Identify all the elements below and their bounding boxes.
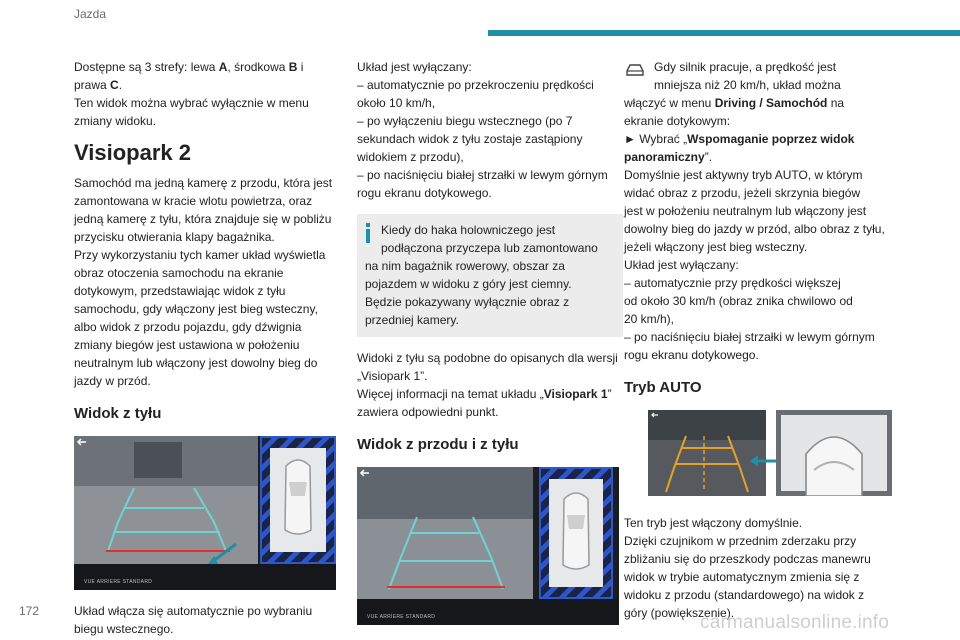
bold-term: Visiopark 1: [543, 387, 608, 401]
text-run: ekranie dotykowym:: [624, 114, 731, 128]
text-line: obraz otoczenia samochodu na ekranie: [74, 266, 284, 280]
body-paragraph: [74, 174, 340, 390]
text-line: [624, 130, 890, 148]
text-line: – automatycznie po przekroczeniu prędkości: [357, 78, 594, 92]
text-line: dotykowym, przedstawiając widok z tyłu: [74, 284, 286, 298]
text-run: 20 km/h),: [624, 312, 675, 326]
text-run: ”: [607, 387, 612, 401]
bold-term: Wspomaganie poprzez widok: [687, 132, 855, 146]
text-run: „Visiopark 1”.: [357, 369, 428, 383]
text-line: [624, 58, 890, 76]
text-line: [624, 310, 890, 328]
text-line: zamontowana w kracie wlotu powietrza, oraz: [74, 194, 313, 208]
text-run: widać obraz z przodu, jeżeli skrzynia biegów: [624, 186, 861, 200]
text-run: na: [827, 96, 845, 110]
text-line: [624, 112, 890, 130]
text-line: pojazdem w widoku z góry jest ciemny.: [365, 277, 572, 291]
front-rear-figure: [357, 467, 619, 625]
text-line: [624, 202, 890, 220]
text-run: dowolny bieg do jazdy w przód, albo obraz z tyłu,: [624, 222, 885, 236]
text-line: Układ jest wyłączany:: [357, 60, 472, 74]
text-run: od około 30 km/h (obraz znika chwilowo od: [624, 294, 853, 308]
top-view-panel: [260, 436, 336, 564]
text-line: [357, 367, 623, 385]
bold-term: Driving / Samochód: [714, 96, 828, 110]
auto-mode-figure: [624, 410, 890, 502]
text-line: podłączona przyczepa lub zamontowano: [381, 241, 598, 255]
text-line: [624, 148, 890, 166]
text-run: , środkowa: [227, 60, 289, 74]
text-line: Układ włącza się automatycznie po wybraniu: [74, 604, 313, 618]
top-view-panel: [539, 467, 613, 599]
text-run: zmiany widoku.: [74, 114, 157, 128]
bold-term: C: [110, 78, 119, 92]
text-line: [74, 112, 340, 130]
text-line: około 10 km/h,: [357, 96, 436, 110]
text-line: [624, 238, 890, 256]
text-run: i: [297, 60, 304, 74]
text-run: Dostępne są 3 strefy: lewa: [74, 60, 219, 74]
text-line: zbliżaniu się do przeszkody podczas manewru: [624, 552, 871, 566]
figure-caption: [74, 602, 340, 638]
text-line: [357, 349, 623, 367]
text-line: Przy wykorzystaniu tych kamer układ wyświetla: [74, 248, 326, 262]
text-run: mniejsza niż 20 km/h, układ można: [654, 78, 841, 92]
text-run: ”.: [704, 150, 713, 164]
car-icon: [624, 62, 646, 78]
text-line: Samochód ma jedną kamerę z przodu, która jest: [74, 176, 333, 190]
text-line: rogu ekranu dotykowego.: [357, 186, 492, 200]
front-camera-view: [648, 410, 766, 496]
text-run: zawiera odpowiedni punkt.: [357, 405, 499, 419]
bold-term: A: [218, 60, 228, 74]
text-run: Widoki z tyłu są podobne do opisanych dla wersji: [357, 351, 618, 365]
text-line: Dzięki czujnikom w przednim zderzaku przy: [624, 534, 857, 548]
text-line: jazdy w przód.: [74, 374, 151, 388]
text-run: włączyć w menu: [624, 96, 715, 110]
intro-paragraph: [74, 58, 340, 130]
running-header: Jazda: [74, 7, 107, 21]
text-line: – po wyłączeniu biegu wstecznego (po 7: [357, 114, 573, 128]
text-line: góry (powiększenie).: [624, 606, 735, 620]
text-line: – po naciśnięciu białej strzałki w lewym górnym: [357, 168, 608, 182]
text-run: – automatycznie przy prędkości większej: [624, 276, 841, 290]
text-line: [624, 346, 890, 364]
text-line: przedniej kamery.: [365, 313, 459, 327]
text-line: jedną kamerę z tyłu, która znajduje się w pobliżu: [74, 212, 332, 226]
text-line: Ten tryb jest włączony domyślnie.: [624, 516, 803, 530]
text-line: [74, 76, 340, 94]
text-run: Układ jest wyłączany:: [624, 258, 739, 272]
text-line: Będzie pokazywany wyłącznie obraz z: [365, 295, 570, 309]
text-run: .: [118, 78, 123, 92]
text-line: sekundach widok z tyłu zostaje zastąpiony: [357, 132, 583, 146]
text-line: na nim bagażnik rowerowy, obszar za: [365, 259, 565, 273]
info-text: [365, 221, 615, 329]
text-run: prawa: [74, 78, 111, 92]
text-line: [624, 76, 890, 94]
column-left: [74, 58, 340, 638]
text-run: Domyślnie jest aktywny tryb AUTO, w którym: [624, 168, 863, 182]
column-right: [624, 58, 890, 622]
text-line: widoku z przodu (standardowego) na widok z: [624, 588, 865, 602]
view-label: VUE ARRIERE STANDARD: [367, 614, 436, 620]
text-run: jest w położeniu neutralnym lub włączony jest: [624, 204, 867, 218]
text-line: [624, 166, 890, 184]
auto-mode-description: [624, 514, 890, 622]
deactivation-list: [357, 58, 623, 202]
bold-term: panoramiczny: [624, 150, 705, 164]
text-line: [74, 94, 340, 112]
subheading-rear-view: Widok z tyłu: [74, 405, 162, 422]
info-icon: [365, 223, 371, 243]
text-line: widokiem z przodu),: [357, 150, 464, 164]
text-run: rogu ekranu dotykowego.: [624, 348, 759, 362]
text-line: [624, 220, 890, 238]
text-line: [357, 403, 623, 421]
text-run: Więcej informacji na temat układu „: [357, 387, 544, 401]
subheading-auto-mode: Tryb AUTO: [624, 379, 702, 396]
text-line: przycisku otwierania klapy bagażnika.: [74, 230, 275, 244]
subheading-front-rear-view: Widok z przodu i z tyłu: [357, 436, 519, 453]
view-label-strip: [74, 564, 336, 590]
text-line: [624, 292, 890, 310]
text-line: neutralnym lub włączony jest dowolny bieg do: [74, 356, 318, 370]
text-run: Gdy silnik pracuje, a prędkość jest: [654, 60, 837, 74]
text-run: jeżeli włączony jest bieg wsteczny.: [624, 240, 808, 254]
text-run: Ten widok można wybrać wyłącznie w menu: [74, 96, 309, 110]
view-label: VUE ARRIERE STANDARD: [84, 579, 153, 585]
reference-paragraph: [357, 349, 623, 421]
header-accent-bar: [488, 30, 960, 36]
text-line: [624, 94, 890, 112]
text-line: [357, 385, 623, 403]
bold-term: B: [288, 60, 298, 74]
text-line: samochodu, gdy włączony jest bieg wsteczny,: [74, 302, 318, 316]
text-line: [624, 184, 890, 202]
text-line: Kiedy do haka holowniczego jest: [381, 223, 556, 237]
text-line: [624, 274, 890, 292]
text-run: – po naciśnięciu białej strzałki w lewym górnym: [624, 330, 875, 344]
text-line: [624, 328, 890, 346]
info-box: [357, 214, 623, 337]
section-heading-visiopark-2: Visiopark 2: [74, 140, 191, 165]
front-camera-view: [357, 467, 533, 599]
view-label-strip: [357, 599, 619, 625]
text-line: albo widok z przodu pojazdu, gdy dźwignia: [74, 320, 302, 334]
watermark: carmanualsonline.info: [700, 612, 890, 633]
text-line: [624, 256, 890, 274]
text-line: widok w trybie automatycznym zmienia się z: [624, 570, 860, 584]
text-line: zmiany biegów jest ustawiona w położeniu: [74, 338, 300, 352]
text-line: [74, 58, 340, 76]
text-line: biegu wstecznego.: [74, 622, 174, 636]
rear-view-figure: [74, 436, 336, 590]
activation-paragraph: [624, 58, 890, 364]
text-run: ► Wybrać „: [624, 132, 688, 146]
zoomed-top-view: [776, 410, 892, 496]
column-middle: [357, 58, 623, 625]
page-number: 172: [19, 604, 40, 618]
